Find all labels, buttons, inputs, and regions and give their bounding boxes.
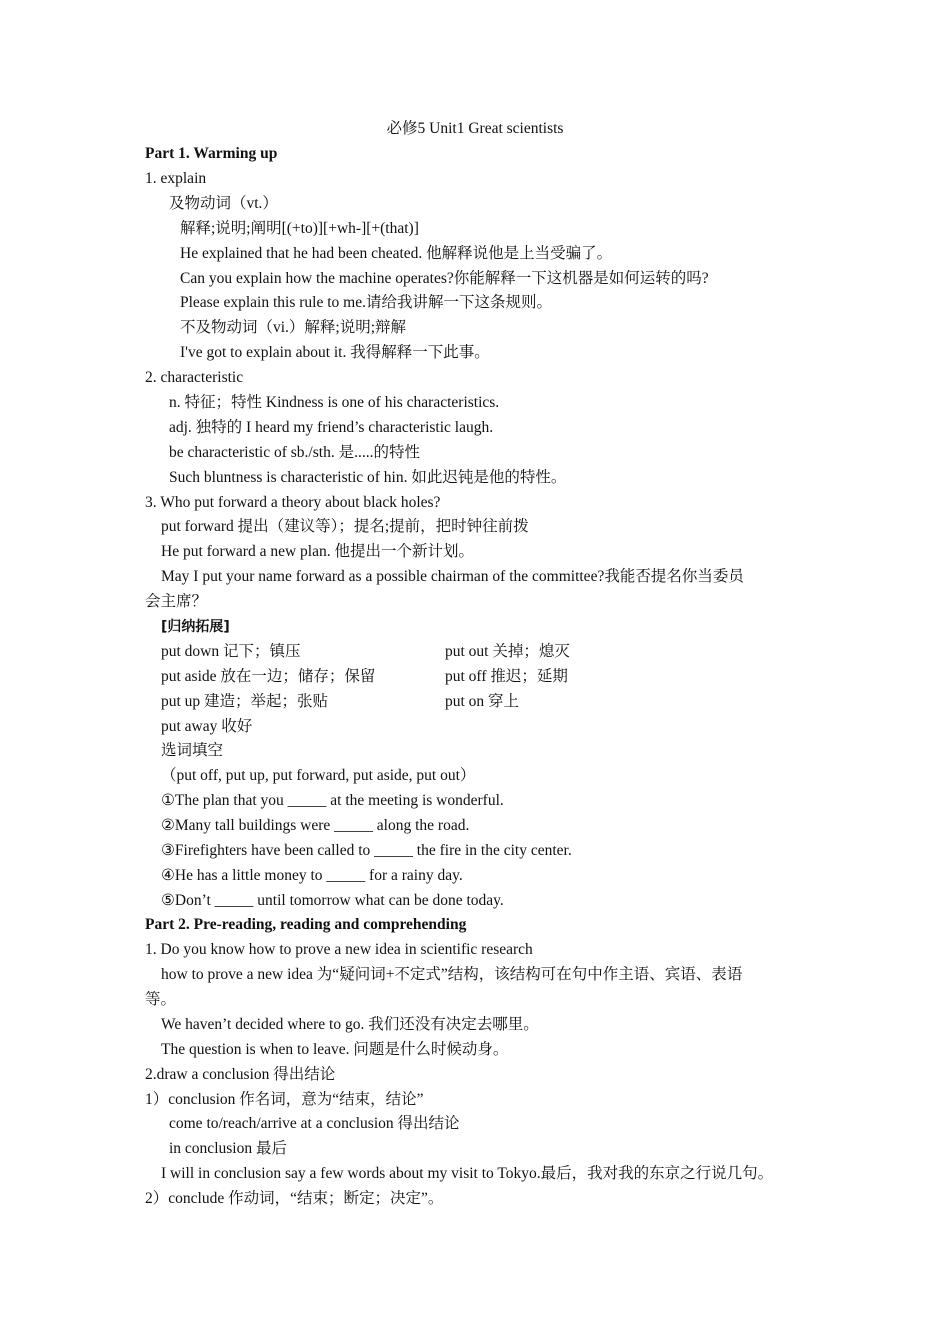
p2-item2-sub1a: come to/reach/arrive at a conclusion 得出结论 [169,1115,460,1132]
expand-right-3: put on 穿上 [445,693,520,710]
item1-meaning: 解释;说明;阐明[(+to)][+wh-][+(that)] [180,220,419,237]
fill-item-2: ②Many tall buildings were _____ along the road. [161,817,470,834]
item3-example-2a: May I put your name forward as a possible chairman of the committee?我能否提名你当委员 [161,568,744,585]
item2-adj: adj. 独特的 I heard my friend’s characteristic laugh. [169,419,494,436]
expand-right-1: put out 关掉；熄灭 [445,643,570,660]
item3-example-1: He put forward a new plan. 他提出一个新计划。 [161,543,474,560]
fill-item-3: ③Firefighters have been called to _____ the fire in the city center. [161,842,572,859]
p2-item2-sub1: 1）conclusion 作名词，意为“结束，结论” [145,1091,424,1108]
p2-item2-sub2: 2）conclude 作动词，“结束；断定；决定”。 [145,1190,444,1207]
p2-item1-example-2: The question is when to leave. 问题是什么时候动身。 [161,1041,509,1058]
p2-item1-note-a: how to prove a new idea 为“疑问词+不定式”结构，该结构可在句中作主语、宾语、表语 [161,966,743,983]
p2-item2-phrase: 2.draw a conclusion 得出结论 [145,1066,336,1083]
p2-item1-example-1: We haven’t decided where to go. 我们还没有决定去哪里。 [161,1016,539,1033]
p2-item1-question: 1. Do you know how to prove a new idea in scientific research [145,941,533,958]
item2-example: Such bluntness is characteristic of hin. 如此迟钝是他的特性。 [169,469,567,486]
item1-example-4: I've got to explain about it. 我得解释一下此事。 [180,344,490,361]
item1-vt: 及物动词（vt.） [169,195,278,212]
item2-phrase: be characteristic of sb./sth. 是.....的特性 [169,444,420,461]
item3-question: 3. Who put forward a theory about black holes? [145,494,441,511]
item1-word: 1. explain [145,170,207,187]
item1-vi: 不及物动词（vi.）解释;说明;辩解 [180,319,407,336]
expand-right-2: put off 推迟；延期 [445,668,568,685]
part2-heading: Part 2. Pre-reading, reading and comprehending [145,916,467,933]
expand-left-2: put aside 放在一边；储存；保留 [161,668,376,685]
expand-left-3: put up 建造；举起；张贴 [161,693,329,710]
fill-item-5: ⑤Don’t _____ until tomorrow what can be done today. [161,892,504,909]
item2-noun: n. 特征；特性 Kindness is one of his characteristics. [169,394,500,411]
item1-example-1: He explained that he had been cheated. 他解释说他是上当受骗了。 [180,245,613,262]
item3-example-2b: 会主席？ [145,593,208,610]
item1-example-3: Please explain this rule to me.请给我讲解一下这条规则。 [180,294,552,311]
fill-title: 选词填空 [161,742,224,759]
p2-item1-note-b: 等。 [145,991,177,1008]
fill-options: （put off, put up, put forward, put aside, put out） [161,767,476,784]
item1-example-2: Can you explain how the machine operates?你能解释一下这机器是如何运转的吗? [180,270,709,287]
item3-phrase: put forward 提出（建议等）；提名;提前，把时钟往前拨 [161,518,529,535]
expand-left-4: put away 收好 [161,718,253,735]
p2-item2-sub1-example: I will in conclusion say a few words about my visit to Tokyo.最后，我对我的东京之行说几句。 [161,1165,774,1182]
fill-item-1: ①The plan that you _____ at the meeting is wonderful. [161,792,504,809]
expand-left-1: put down 记下；镇压 [161,643,301,660]
fill-item-4: ④He has a little money to _____ for a rainy day. [161,867,463,884]
document-title: 必修5 Unit1 Great scientists [386,120,564,137]
p2-item2-sub1b: in conclusion 最后 [169,1140,287,1157]
summary-heading: [归纳拓展] [161,619,230,635]
part1-heading: Part 1. Warming up [145,145,278,162]
item2-word: 2. characteristic [145,369,244,386]
